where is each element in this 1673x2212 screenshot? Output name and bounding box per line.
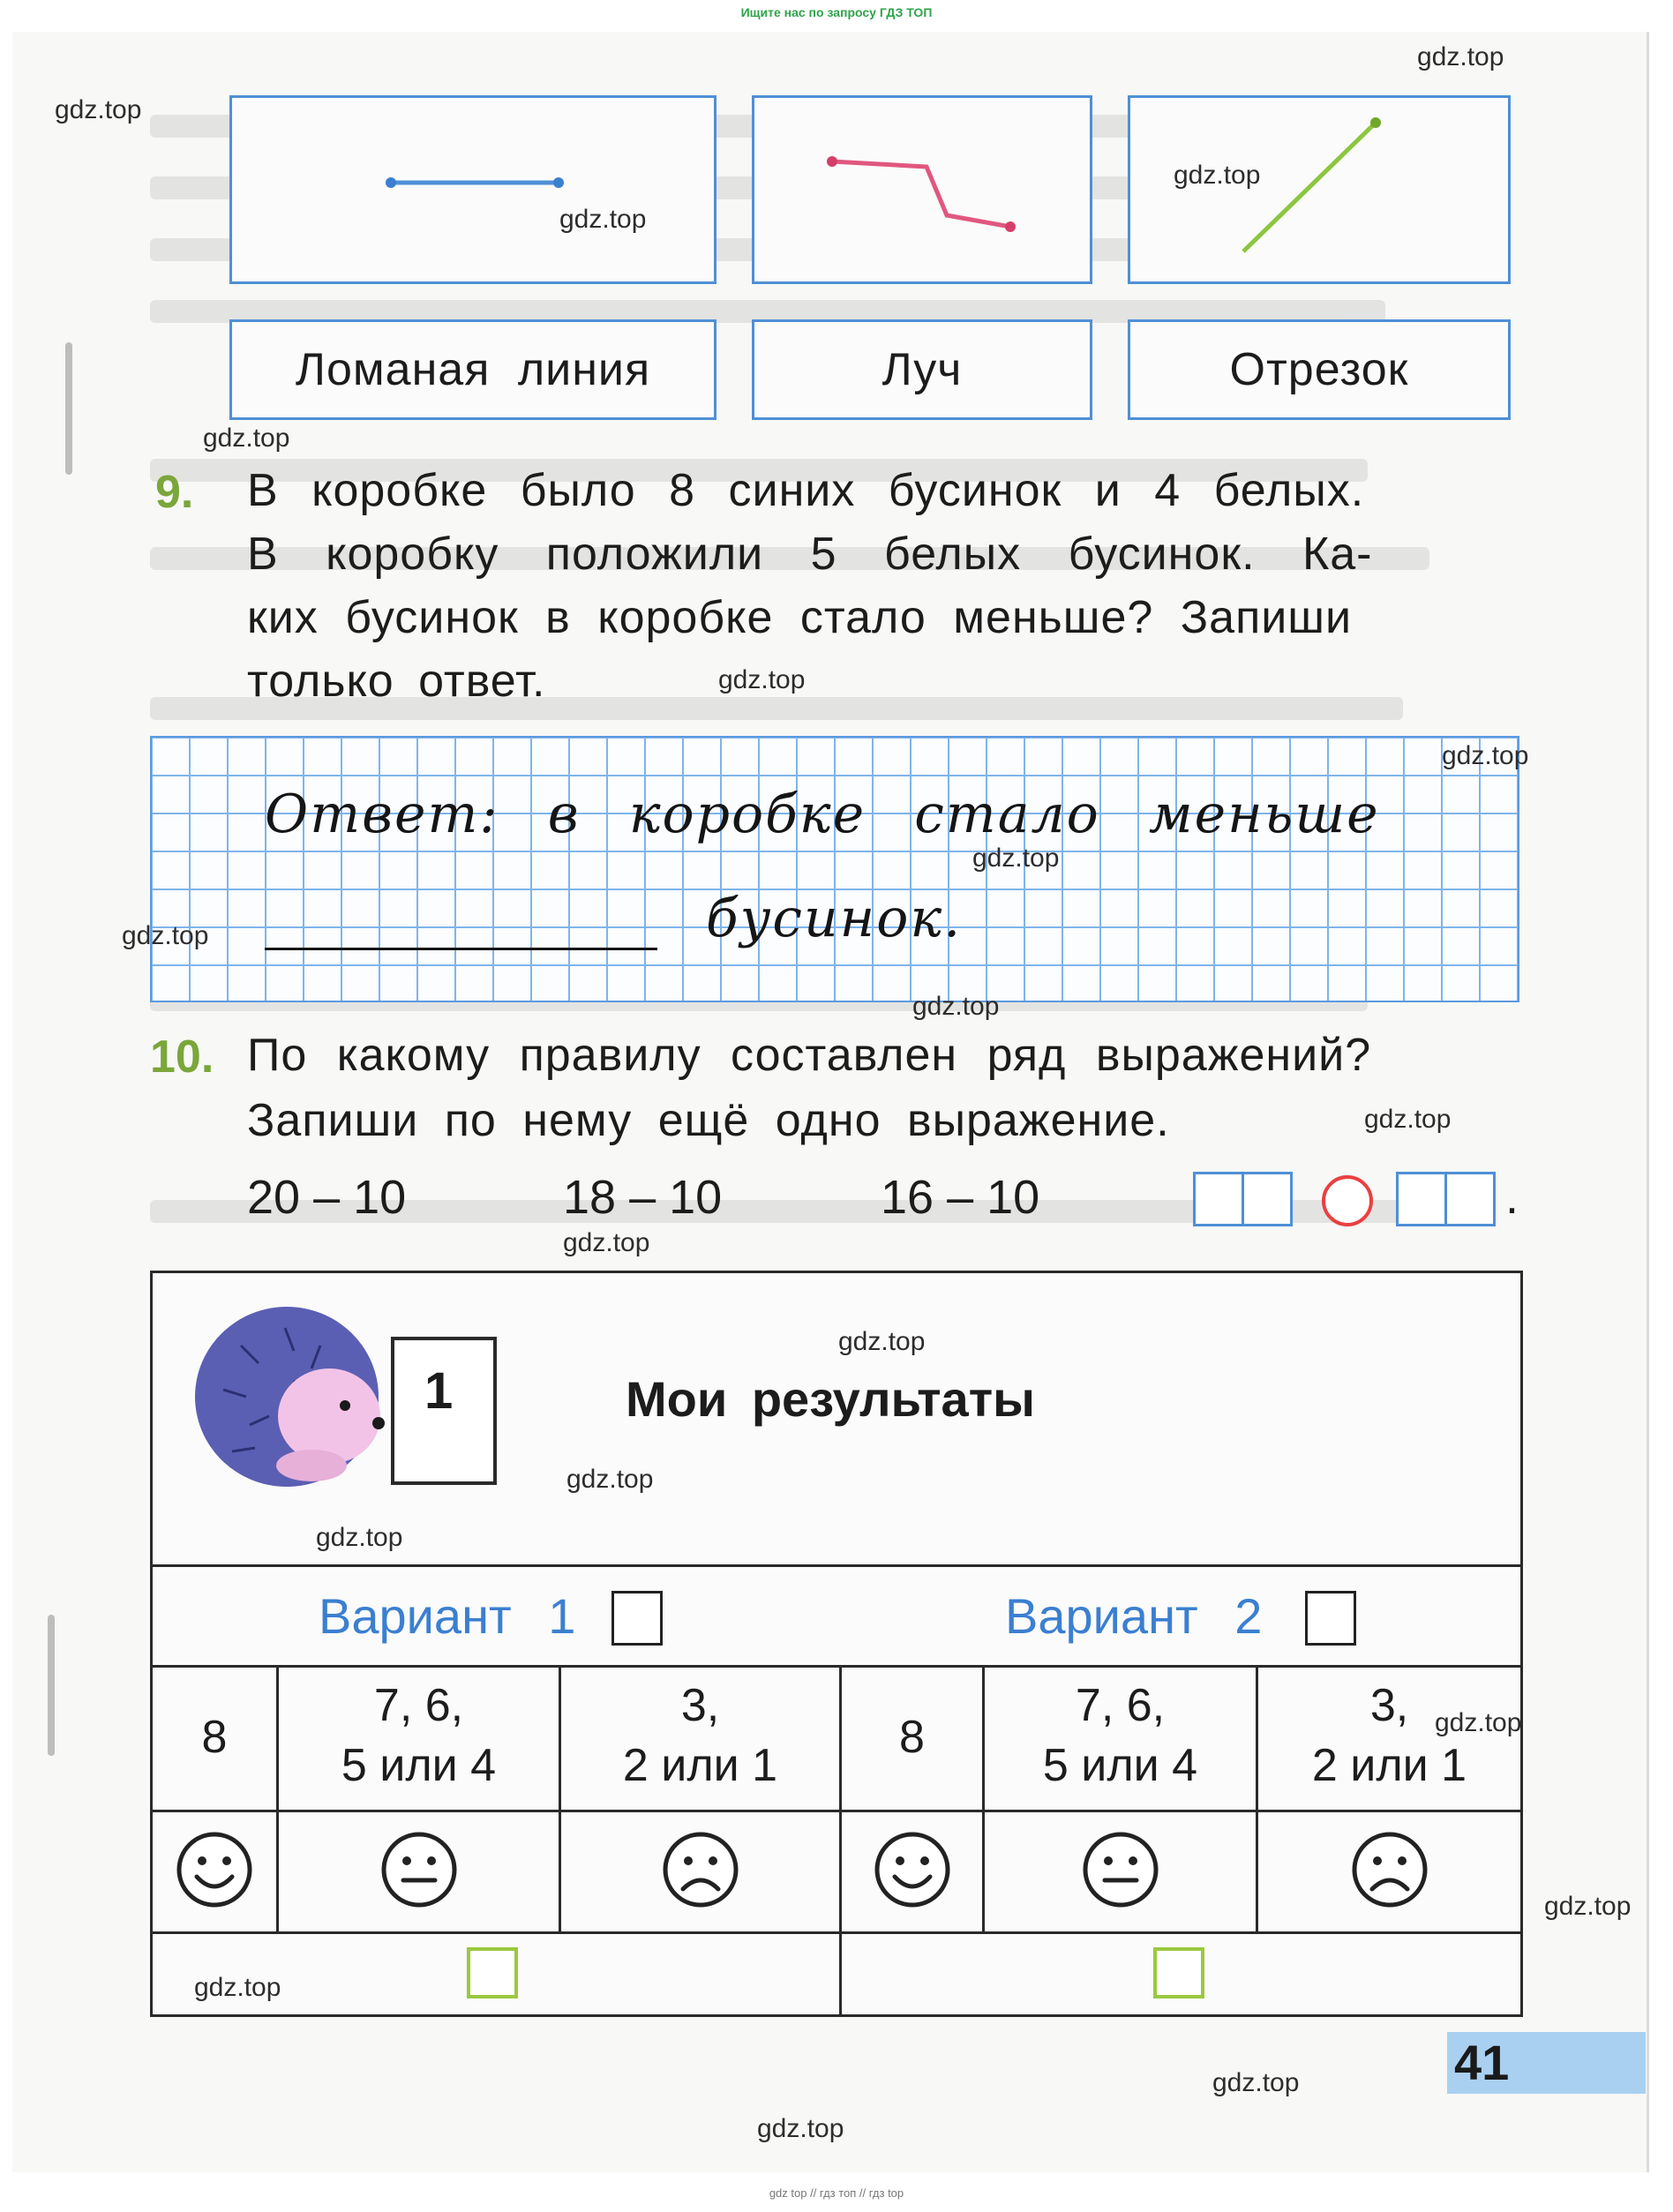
task-9-line-3: ких бусинок в коробке стало меньше? Запиши: [247, 592, 1353, 643]
watermark-15: gdz.top: [316, 1523, 403, 1552]
task-9-line-2: В коробку положили 5 белых бусинок. Ка-: [247, 529, 1373, 580]
watermark-16: gdz.top: [1435, 1708, 1522, 1737]
score-cell-3-line-2: 2 или 1: [622, 1740, 778, 1791]
face-neutral-icon[interactable]: [379, 1829, 460, 1910]
figure-box-segment: [229, 95, 716, 284]
score-cell-2-line-1: 7, 6,: [373, 1680, 464, 1731]
variant-1-checkbox[interactable]: [611, 1591, 663, 1646]
staple-top: [65, 342, 72, 475]
level-number: 1: [424, 1362, 454, 1420]
score-cell-5-line-2: 5 или 4: [1042, 1740, 1198, 1791]
watermark-4: gdz.top: [559, 205, 647, 234]
score-cell-6-line-1: 3,: [1369, 1680, 1409, 1731]
label-ray: Луч: [752, 319, 1092, 420]
variant-2-label: Вариант 2: [1005, 1588, 1263, 1644]
answer-box-4[interactable]: [1444, 1172, 1496, 1226]
watermark-19: gdz.top: [1212, 2068, 1300, 2097]
expression-1: 20 – 10: [247, 1171, 407, 1224]
face-sad-icon[interactable]: [660, 1829, 741, 1910]
face-neutral-icon[interactable]: [1080, 1829, 1161, 1910]
score-cell-1-line-1: 8: [201, 1712, 228, 1763]
watermark-12: gdz.top: [563, 1228, 650, 1257]
results-divider-1: [153, 1564, 1520, 1567]
handwritten-answer-line-1: Ответ: в коробке стало меньше: [265, 784, 1380, 845]
staple-bottom: [48, 1615, 55, 1756]
label-polyline: Ломаная линия: [229, 319, 716, 420]
answer-blank-underline: [265, 948, 657, 950]
results-table: [150, 1271, 1523, 2017]
label-segment: Отрезок: [1128, 319, 1511, 420]
handwritten-answer-line-2: бусинок.: [706, 888, 963, 949]
watermark-20: gdz.top: [757, 2114, 844, 2143]
expression-2: 18 – 10: [563, 1171, 723, 1224]
watermark-1: gdz.top: [1417, 42, 1504, 71]
task-10-line-2: Запиши по нему ещё одно выражение.: [247, 1095, 1170, 1146]
watermark-14: gdz.top: [566, 1465, 654, 1494]
page-number: 41: [1447, 2032, 1646, 2094]
variant-2-result-checkbox[interactable]: [1153, 1947, 1204, 1998]
score-cell-3-line-1: 3,: [680, 1680, 720, 1731]
task-9-line-1: В коробке было 8 синих бусинок и 4 белых.: [247, 465, 1365, 516]
score-cell-2-line-2: 5 или 4: [341, 1740, 497, 1791]
variant-1-label: Вариант 1: [319, 1588, 576, 1644]
top-banner-text: Ищите нас по запросу ГДЗ ТОП: [740, 5, 933, 19]
watermark-8: gdz.top: [972, 844, 1060, 873]
face-sad-icon[interactable]: [1349, 1829, 1430, 1910]
answer-box-3[interactable]: [1396, 1172, 1447, 1226]
face-smile-icon[interactable]: [872, 1829, 953, 1910]
watermark-17: gdz.top: [1544, 1892, 1632, 1921]
watermark-7: gdz.top: [1442, 741, 1529, 770]
comparison-sign-circle[interactable]: [1322, 1175, 1373, 1226]
bottom-banner-text: gdz top // гдз топ // гдз top: [769, 2186, 904, 2200]
results-divider-2: [153, 1665, 1520, 1668]
results-divider-3: [153, 1810, 1520, 1812]
answer-grid[interactable]: [150, 736, 1519, 1002]
hedgehog-illustration: [188, 1293, 400, 1496]
expression-3: 16 – 10: [881, 1171, 1040, 1224]
watermark-11: gdz.top: [1364, 1105, 1452, 1134]
figure-box-polyline: [752, 95, 1092, 284]
watermark-10: gdz.top: [912, 992, 1000, 1021]
watermark-5: gdz.top: [203, 424, 290, 453]
task-9-number: 9.: [155, 467, 194, 518]
results-title: Мои результаты: [626, 1371, 1035, 1427]
watermark-3: gdz.top: [1174, 161, 1261, 190]
score-cell-5-line-1: 7, 6,: [1075, 1680, 1166, 1731]
watermark-18: gdz.top: [194, 1973, 281, 2002]
results-divider-4: [153, 1931, 1520, 1934]
task-10-number: 10.: [150, 1031, 214, 1083]
watermark-6: gdz.top: [718, 665, 806, 694]
segment-figure: [232, 98, 714, 281]
score-cell-6-line-2: 2 или 1: [1311, 1740, 1467, 1791]
watermark-9: gdz.top: [122, 921, 209, 950]
watermark-2: gdz.top: [55, 95, 142, 124]
answer-box-1[interactable]: [1193, 1172, 1244, 1226]
task-10-line-1: По какому правилу составлен ряд выражений?: [247, 1030, 1372, 1081]
watermark-13: gdz.top: [838, 1327, 926, 1356]
task-9-line-4: только ответ.: [247, 656, 546, 707]
expression-end-dot: .: [1505, 1171, 1519, 1224]
polyline-figure: [754, 98, 1090, 281]
face-smile-icon[interactable]: [174, 1829, 255, 1910]
variant-2-checkbox[interactable]: [1305, 1591, 1356, 1646]
score-cell-4-line-1: 8: [899, 1712, 925, 1763]
variant-1-result-checkbox[interactable]: [467, 1947, 518, 1998]
answer-box-2[interactable]: [1242, 1172, 1293, 1226]
